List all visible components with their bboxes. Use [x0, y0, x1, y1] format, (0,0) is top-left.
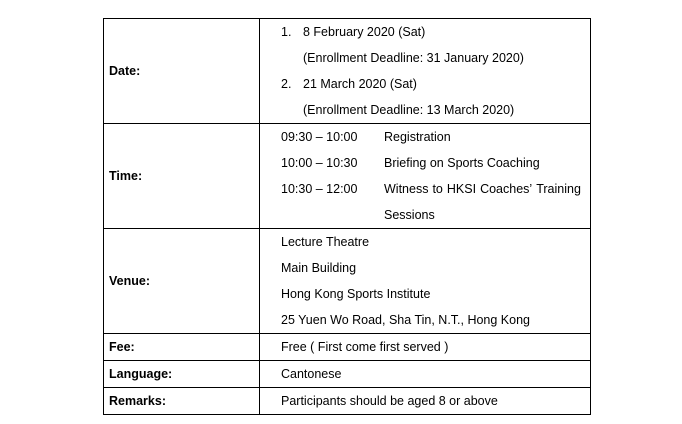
remarks-label: Remarks: [104, 388, 260, 415]
enrollment-deadline-1: (Enrollment Deadline: 31 January 2020) [303, 51, 524, 65]
remarks-value: Participants should be aged 8 or above [260, 388, 591, 415]
venue-line: 25 Yuen Wo Road, Sha Tin, N.T., Hong Kong [281, 313, 531, 327]
date-item-2 [281, 71, 590, 97]
date-row [104, 19, 591, 124]
schedule-activity-cont: Sessions [384, 208, 435, 222]
schedule-entry [281, 176, 590, 202]
time-value [260, 124, 591, 229]
schedule-time: 10:00 – 10:30 [281, 156, 358, 170]
time-label: Time: [104, 124, 260, 229]
schedule-entry-continuation [281, 202, 590, 228]
schedule-entry [281, 124, 590, 150]
schedule-activity [384, 176, 584, 202]
language-value: Cantonese [260, 361, 591, 388]
event-info-table [103, 18, 591, 415]
date-label: Date: [104, 19, 260, 124]
date-item-text: 21 March 2020 (Sat) [303, 77, 417, 91]
venue-line: Main Building [281, 261, 357, 275]
activity-word: HKSI [446, 182, 477, 196]
date-item-number: 2. [281, 77, 292, 91]
fee-row [104, 334, 591, 361]
enrollment-deadline-2: (Enrollment Deadline: 13 March 2020) [303, 103, 515, 117]
venue-row [104, 229, 591, 334]
activity-word: Training [536, 182, 581, 196]
date-item-number: 1. [281, 25, 292, 39]
date-item-text: 8 February 2020 (Sat) [303, 25, 426, 39]
venue-line: Hong Kong Sports Institute [281, 287, 431, 301]
schedule-activity: Briefing on Sports Coaching [384, 156, 540, 170]
fee-value: Free ( First come first served ) [260, 334, 591, 361]
date-value [260, 19, 591, 124]
activity-word: to [432, 182, 443, 196]
date-item-1 [281, 19, 590, 45]
schedule-activity: Registration [384, 130, 451, 144]
time-row [104, 124, 591, 229]
fee-label: Fee: [104, 334, 260, 361]
venue-line: Lecture Theatre [281, 235, 370, 249]
venue-label: Venue: [104, 229, 260, 334]
activity-word: Witness [384, 182, 429, 196]
activity-word: Coaches’ [480, 182, 533, 196]
language-label: Language: [104, 361, 260, 388]
schedule-time: 10:30 – 12:00 [281, 182, 358, 196]
language-row [104, 361, 591, 388]
venue-value [260, 229, 591, 334]
schedule-entry [281, 150, 590, 176]
remarks-row [104, 388, 591, 415]
schedule-time: 09:30 – 10:00 [281, 130, 358, 144]
